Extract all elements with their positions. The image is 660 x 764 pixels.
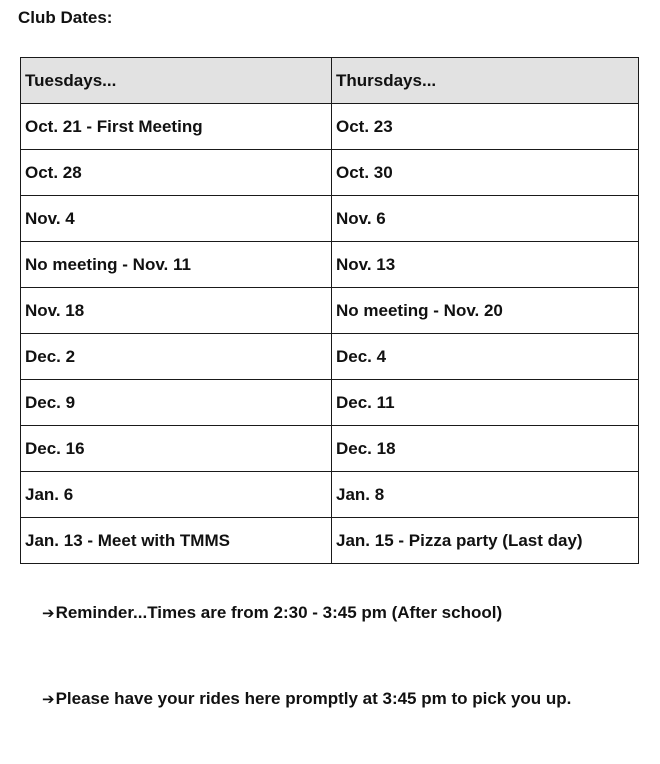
tuesday-date-cell: Dec. 9 xyxy=(21,380,332,426)
table-row xyxy=(21,150,639,196)
right-arrow-icon: ➔ xyxy=(42,690,55,708)
tuesday-date-cell: Nov. 18 xyxy=(21,288,332,334)
table-row xyxy=(21,196,639,242)
tuesday-date-cell: Dec. 16 xyxy=(21,426,332,472)
thursday-date-cell: Dec. 4 xyxy=(332,334,639,380)
tuesday-date-cell: Jan. 13 - Meet with TMMS xyxy=(21,518,332,564)
thursday-date-cell: Jan. 8 xyxy=(332,472,639,518)
table-row xyxy=(21,380,639,426)
rides-text: Please have your rides here promptly at 3:45 pm to pick you up. xyxy=(55,689,572,708)
thursday-date-cell: Nov. 6 xyxy=(332,196,639,242)
table-row xyxy=(21,472,639,518)
table-header-row xyxy=(21,58,639,104)
tuesday-date-cell: Oct. 28 xyxy=(21,150,332,196)
thursdays-header: Thursdays... xyxy=(332,58,639,104)
page-heading: Club Dates: xyxy=(18,8,113,27)
tuesday-date-cell: Jan. 6 xyxy=(21,472,332,518)
table-row xyxy=(21,518,639,564)
tuesday-date-cell: No meeting - Nov. 11 xyxy=(21,242,332,288)
tuesday-date-cell: Nov. 4 xyxy=(21,196,332,242)
club-dates-table xyxy=(20,57,639,564)
thursday-date-cell: Oct. 23 xyxy=(332,104,639,150)
tuesdays-header: Tuesdays... xyxy=(21,58,332,104)
thursday-date-cell: No meeting - Nov. 20 xyxy=(332,288,639,334)
tuesday-date-cell: Oct. 21 - First Meeting xyxy=(21,104,332,150)
reminder-text: Reminder...Times are from 2:30 - 3:45 pm (After school) xyxy=(55,603,503,622)
tuesday-date-cell: Dec. 2 xyxy=(21,334,332,380)
rides-note xyxy=(42,680,642,718)
thursday-date-cell: Dec. 11 xyxy=(332,380,639,426)
table-row xyxy=(21,426,639,472)
thursday-date-cell: Nov. 13 xyxy=(332,242,639,288)
right-arrow-icon: ➔ xyxy=(42,604,55,622)
table-row xyxy=(21,334,639,380)
table-row xyxy=(21,288,639,334)
table-row xyxy=(21,242,639,288)
reminder-note xyxy=(42,603,502,623)
table-row xyxy=(21,104,639,150)
thursday-date-cell: Jan. 15 - Pizza party (Last day) xyxy=(332,518,639,564)
thursday-date-cell: Oct. 30 xyxy=(332,150,639,196)
thursday-date-cell: Dec. 18 xyxy=(332,426,639,472)
